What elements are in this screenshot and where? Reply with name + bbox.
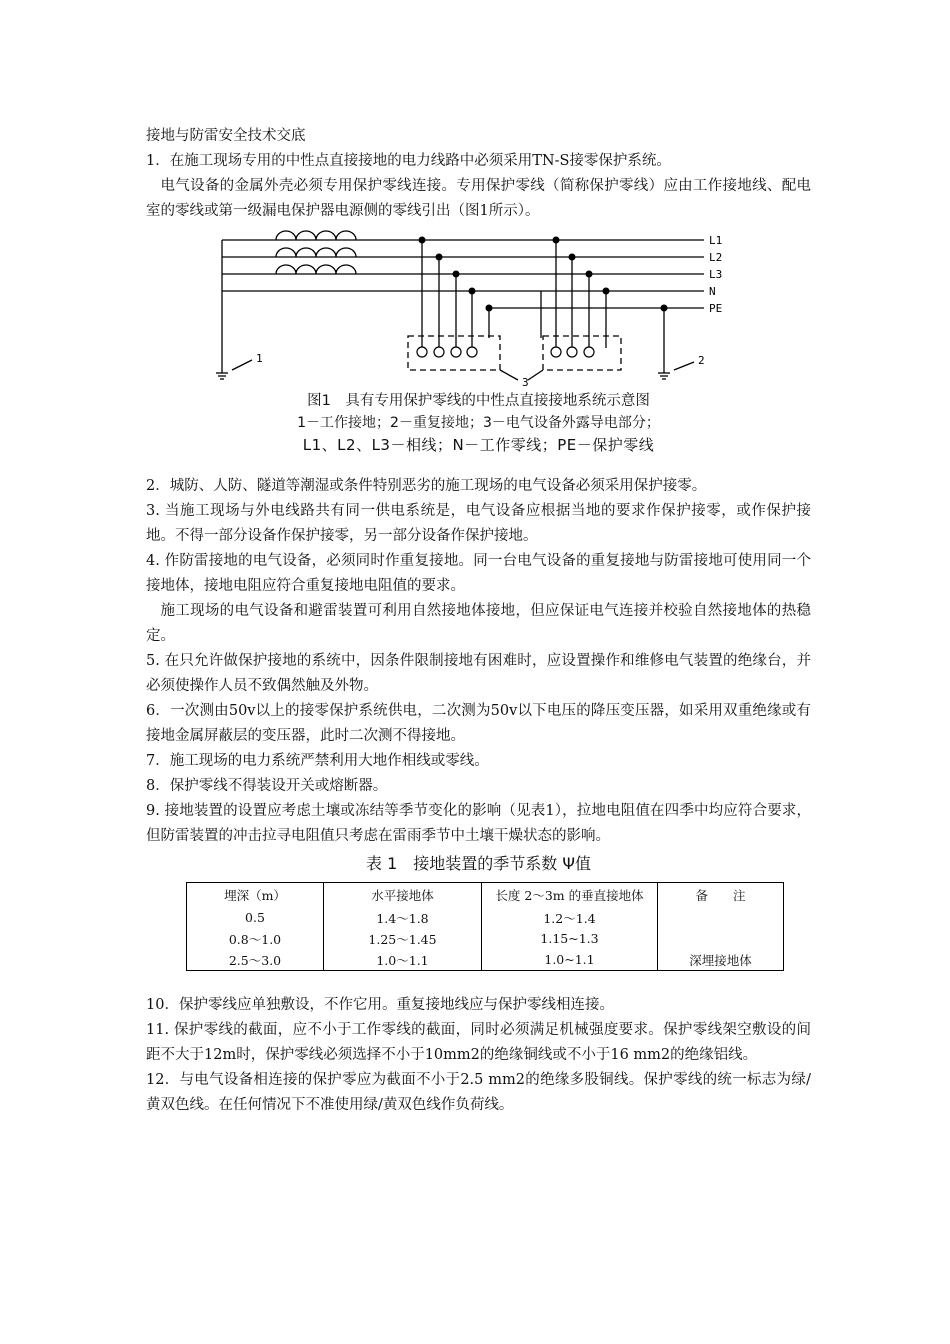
table-cell: 2.5～3.0 [187,949,324,971]
paragraph-7: 7．施工现场的电力系统严禁利用大地作相线或零线。 [146,753,489,769]
label-l3: L3 [709,268,723,281]
paragraph-10: 10．保护零线应单独敷设，不作它用。重复接地线应与保护零线相连接。 [146,997,614,1013]
table-row [187,949,784,971]
table-cell: 1.0～1.1 [324,949,482,971]
table-header-cell: 备 注 [658,883,784,908]
paragraph-4: 4. 作防雷接地的电气设备，必须同时作重复接地。同一台电气设备的重复接地与防雷接地可使用同一个接地体，接地电阻应符合重复接地电阻值的要求。 [146,553,811,594]
table-header-row [187,883,784,908]
callout-3: 3 [522,376,529,388]
figure-legend-2: L1、L2、L3－相线；N－工作零线；PE－保护零线 [302,436,655,454]
coil-2 [276,248,356,257]
callout-2: 2 [698,354,705,367]
paragraph-5: 5. 在只允许做保护接地的系统中，因条件限制接地有困难时，应设置操作和维修电气装置的绝缘台，并必须使操作人员不致偶然触及外物。 [146,653,811,694]
table-header-cell: 埋深（m） [187,883,324,908]
document-page [146,124,811,1118]
coil-3 [276,265,356,274]
table-cell: 1.25～1.45 [324,928,482,949]
doc-title: 接地与防雷安全技术交底 [146,128,306,144]
label-l2: L2 [709,251,723,264]
table-cell: 0.5 [187,907,324,928]
label-pe: PE [709,302,723,315]
coil-1 [276,231,356,240]
paragraph-2: 2．城防、人防、隧道等潮湿或条件特别恶劣的施工现场的电气设备必须采用保护接零。 [146,478,707,494]
table-title: 表 1 接地装置的季节系数 Ψ值 [366,854,591,873]
paragraph-6: 6．一次测由50v以上的接零保护系统供电，二次测为50v以下电压的降压变压器，如采用双重绝缘或有接地金属屏蔽层的变压器，此时二次测不得接地。 [146,703,811,744]
table-row [187,907,784,928]
label-l1: L1 [709,234,723,247]
table-cell [658,907,784,928]
table-cell: 1.15~1.3 [482,928,658,949]
paragraph-12: 12．与电气设备相连接的保护零应为截面不小于2.5 mm2的绝缘多股铜线。保护零线的统一标志为绿/黄双色线。在任何情况下不准使用绿/黄双色线作负荷线。 [146,1072,811,1113]
table-cell [658,928,784,949]
paragraph-1b: 电气设备的金属外壳必须专用保护零线连接。专用保护零线（简称保护零线）应由工作接地线、配电室的零线或第一级漏电保护器电源侧的零线引出（图1所示）。 [146,178,811,219]
label-n: N [709,285,716,298]
paragraph-1: 1．在施工现场专用的中性点直接接地的电力线路中必须采用TN-S接零保护系统。 [146,153,671,169]
table-cell: 1.0~1.1 [482,949,658,971]
figure-caption: 图1 具有专用保护零线的中性点直接接地系统示意图 [307,393,650,409]
paragraph-8: 8．保护零线不得装设开关或熔断器。 [146,778,388,794]
tn-s-diagram [146,228,811,388]
paragraph-4b: 施工现场的电气设备和避雷装置可利用自然接地体接地，但应保证电气连接并校验自然接地体的热稳定。 [146,603,811,644]
seasonal-coefficient-table [186,882,784,971]
table-cell: 1.4～1.8 [324,907,482,928]
paragraph-3: 3. 当施工现场与外电线路共有同一供电系统是，电气设备应根据当地的要求作保护接零，或作保护接地。不得一部分设备作保护接零，另一部分设备作保护接地。 [146,503,811,544]
figure-1 [146,228,811,468]
figure-legend-1: 1－工作接地；2－重复接地；3－电气设备外露导电部分； [297,415,660,431]
callout-1: 1 [256,352,263,365]
table-cell: 1.2～1.4 [482,907,658,928]
paragraph-11: 11. 保护零线的截面，应不小于工作零线的截面，同时必须满足机械强度要求。保护零线架空敷设的间距不大于12m时，保护零线必须选择不小于10mm2的绝缘铜线或不小于16 mm2的绝缘铝线。 [146,1022,811,1063]
table-header-cell: 水平接地体 [324,883,482,908]
table-cell: 深埋接地体 [658,949,784,971]
table-row [187,928,784,949]
table-header-cell: 长度 2～3m 的垂直接地体 [482,883,658,908]
paragraph-9: 9. 接地装置的设置应考虑土壤或冻结等季节变化的影响（见表1），拉地电阻值在四季中均应符合要求，但防雷装置的冲击拉寻电阻值只考虑在雷雨季节中土壤干燥状态的影响。 [146,803,811,844]
table-cell: 0.8～1.0 [187,928,324,949]
